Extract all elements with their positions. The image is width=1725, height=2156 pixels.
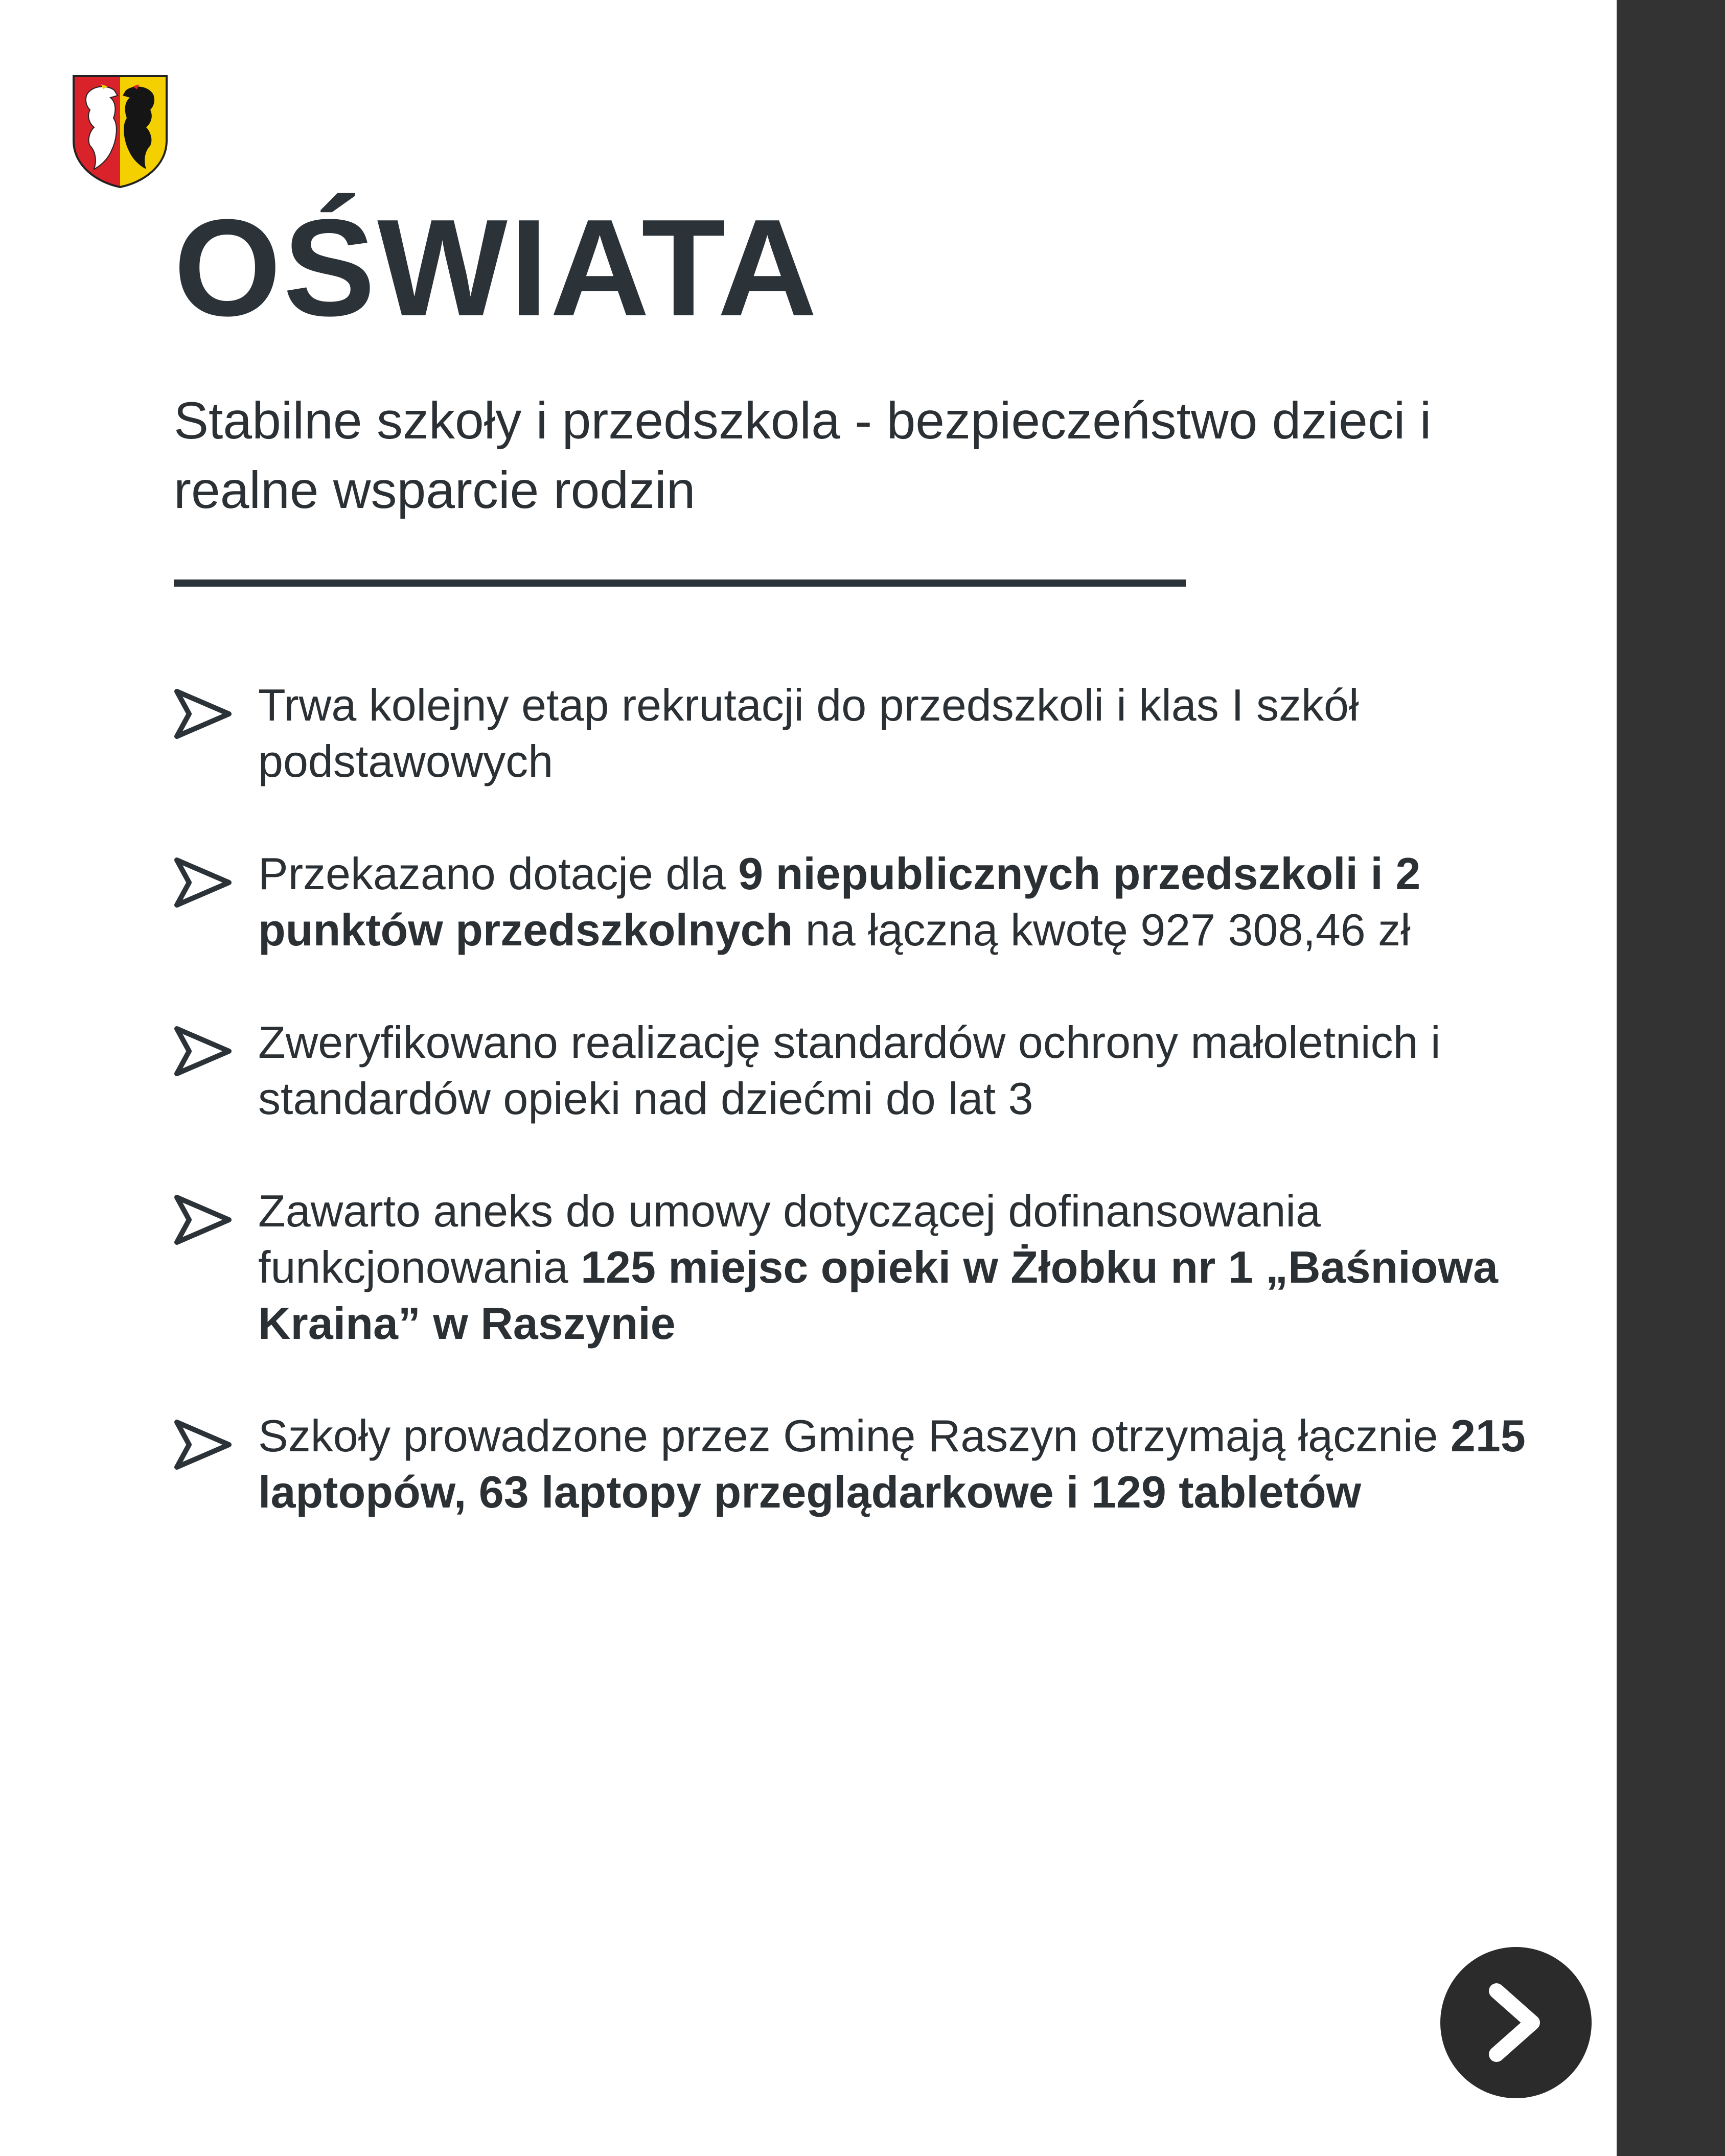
list-item-text: Szkoły prowadzone przez Gminę Raszyn otrzymają łącznie 215 laptopów, 63 laptopy przeglądarkowe i 129 tabletów	[258, 1410, 1526, 1517]
list-item	[174, 1183, 1544, 1352]
next-button[interactable]	[1440, 1947, 1592, 2098]
arrow-bullet-icon	[174, 1026, 233, 1077]
page-subtitle: Stabilne szkoły i przedszkola - bezpieczeństwo dzieci i realne wsparcie rodzin	[174, 391, 1432, 519]
list-item	[174, 846, 1544, 958]
list-item-text: Zawarto aneks do umowy dotyczącej dofinansowania funkcjonowania 125 miejsc opieki w Żłobku nr 1 „Baśniowa Kraina” w Raszynie	[258, 1186, 1498, 1349]
list-item	[174, 1408, 1544, 1520]
arrow-bullet-icon	[174, 688, 233, 739]
arrow-bullet-icon	[174, 1194, 233, 1245]
bullet-list	[174, 677, 1544, 1520]
arrow-bullet-icon	[174, 1419, 233, 1470]
arrow-bullet-icon	[174, 857, 233, 908]
highlight-text: 215 laptopów, 63 laptopy przeglądarkowe i 129 tabletów	[258, 1410, 1526, 1517]
highlight-text: 125 miejsc opieki w Żłobku nr 1 „Baśniowa Kraina” w Raszynie	[258, 1242, 1498, 1349]
highlight-text: 9 niepublicznych przedszkoli i 2 punktów przedszkolnych	[258, 848, 1421, 955]
divider-line	[174, 579, 1186, 587]
chevron-right-icon	[1485, 1982, 1547, 2064]
list-item	[174, 1014, 1544, 1127]
coat-of-arms-icon	[72, 74, 169, 189]
right-sidebar-band	[1617, 0, 1725, 2156]
list-item-text: Trwa kolejny etap rekrutacji do przedszkoli i klas I szkół podstawowych	[258, 680, 1359, 786]
list-item	[174, 677, 1544, 790]
list-item-text: Zweryfikowano realizację standardów ochrony małoletnich i standardów opieki nad dziećmi do lat 3	[258, 1017, 1441, 1124]
list-item-text: Przekazano dotacje dla 9 niepublicznych przedszkoli i 2 punktów przedszkolnych na łączną kwotę 927 308,46 zł	[258, 848, 1421, 955]
page-title: OŚWIATA	[174, 191, 819, 345]
